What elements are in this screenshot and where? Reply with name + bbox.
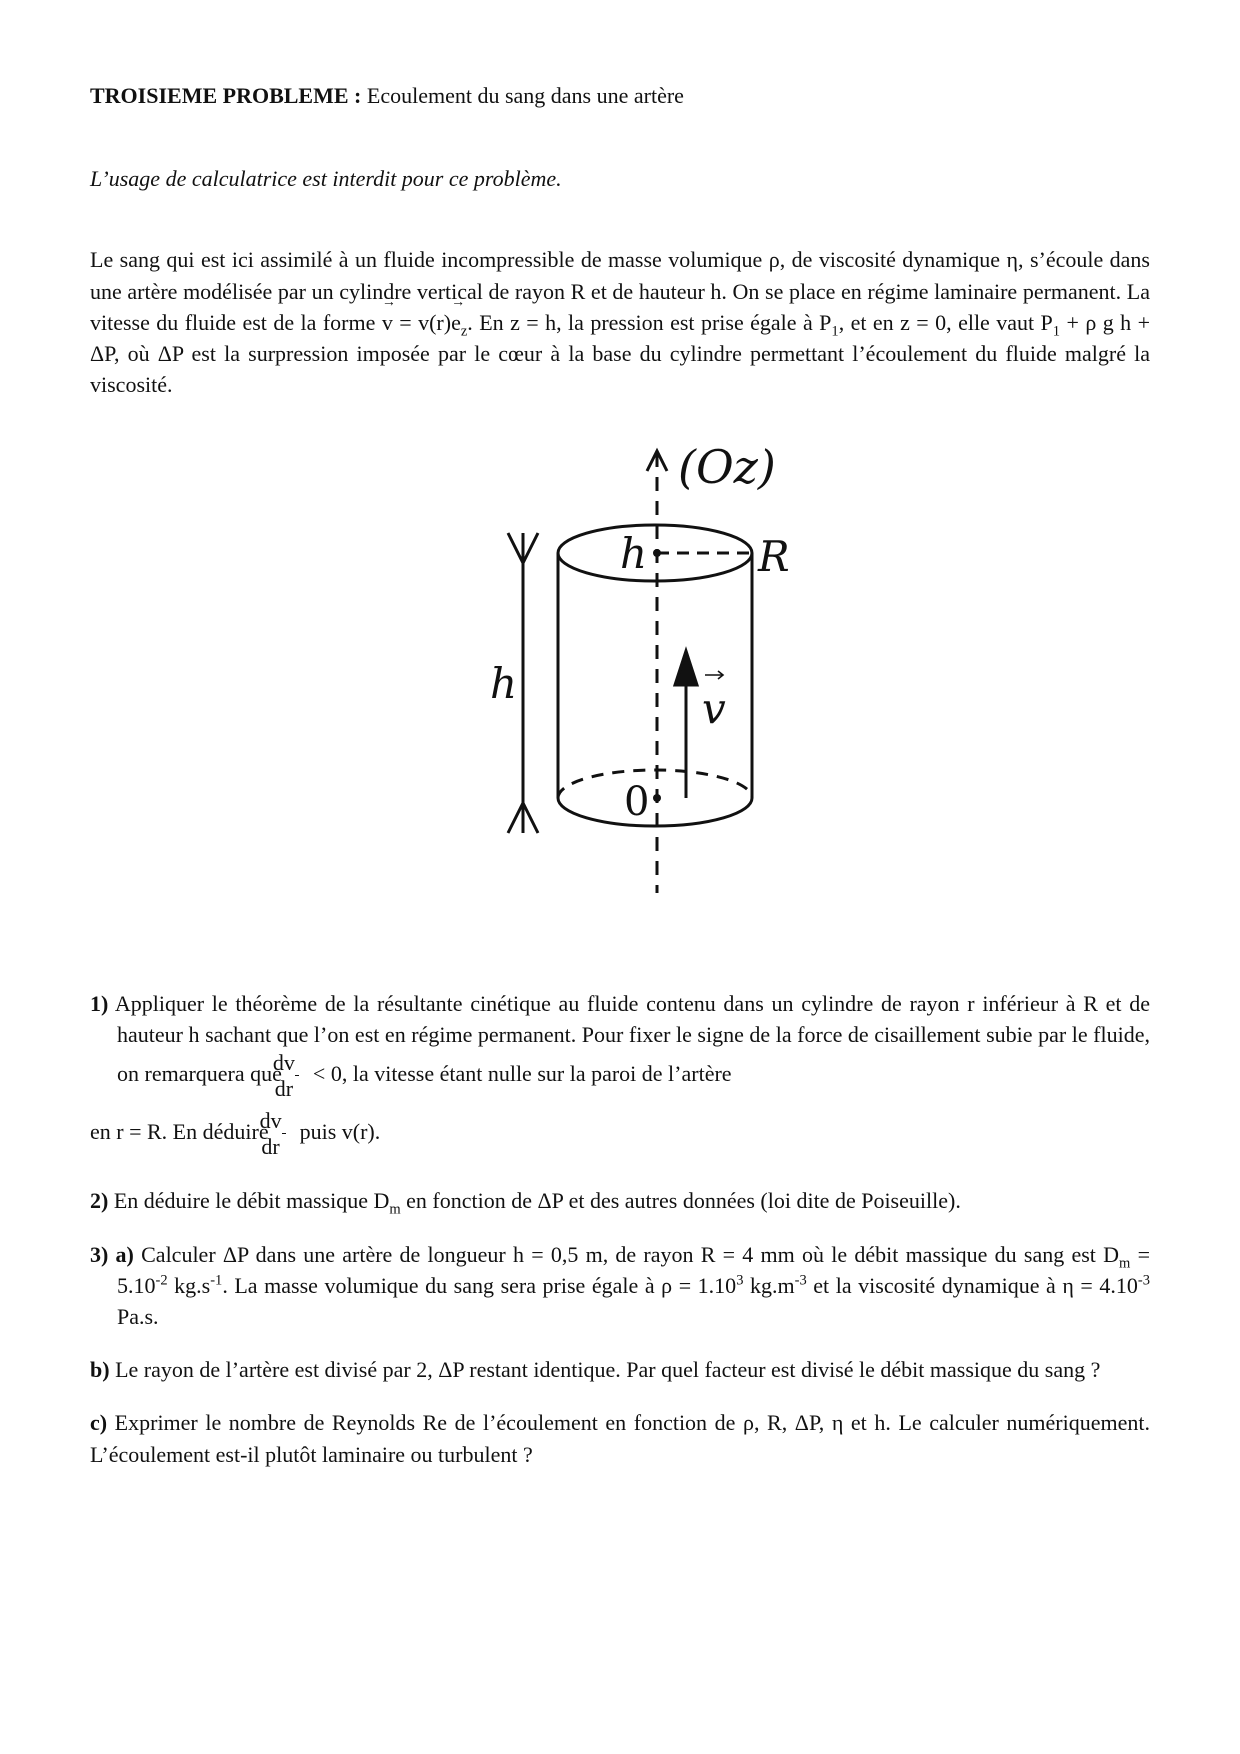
velocity-arrowhead <box>675 651 697 685</box>
velocity-label-v: v <box>702 683 726 733</box>
question-2-text-b: en fonction de ΔP et des autres données (loi dite de Poiseuille). <box>400 1188 961 1214</box>
point-h <box>653 549 661 557</box>
p1-sub-a: 1 <box>831 323 839 340</box>
point-origin <box>653 794 661 802</box>
question-1-number: 1) <box>90 990 109 1016</box>
problem-label: TROISIEME PROBLEME : <box>90 83 362 108</box>
question-3a-text-e: kg.m <box>743 1272 795 1298</box>
question-1-text-c: en r = R. En déduire <box>90 1118 269 1144</box>
question-3a-sup-5: -3 <box>1137 1272 1150 1289</box>
cylinder-diagram <box>420 423 820 983</box>
fraction-2-numerator: dv <box>282 1108 286 1134</box>
question-3a-text-a: Calculer ΔP dans une artère de longueur h = 0,5 m, de rayon R = 4 mm où le débit massique du sang est D <box>133 1241 1120 1267</box>
question-1-text-a: Appliquer le théorème de la résultante cinétique au fluide contenu dans un cylindre de rayon r inférieur à R et de hauteur h sachant que l’on est en régime permanent. Pour fixer le signe de la force de cisaillement subie par le fluide, on remarquera que <box>108 990 1150 1086</box>
question-3a-sup-3: 3 <box>736 1272 744 1289</box>
question-3b-number: b) <box>90 1357 110 1383</box>
question-3a-sup-2: -1 <box>210 1272 223 1289</box>
intro-paragraph <box>90 244 1150 400</box>
question-2 <box>90 1185 1150 1216</box>
question-1-text-b: < 0, la vitesse étant nulle sur la paroi de l’artère <box>312 1060 732 1086</box>
question-3a-sup-4: -3 <box>794 1272 807 1289</box>
question-3b-text: Le rayon de l’artère est divisé par 2, ΔP restant identique. Par quel facteur est divisé le débit massique du sang ? <box>109 1357 1101 1383</box>
radius-label-r: R <box>758 531 790 581</box>
height-label-h: h <box>490 658 518 708</box>
problem-title: Ecoulement du sang dans une artère <box>361 83 684 108</box>
intro-text-4: + ρ g h + ΔP, où ΔP est la surpression imposée par le cœur à la base du cylindre permettant l’écoulement du fluide malgré la viscosité. <box>90 309 1150 398</box>
p1-sub-b: 1 <box>1052 323 1061 340</box>
question-1-text-d: puis v(r). <box>299 1118 381 1144</box>
fraction-2-denominator: dr <box>261 1134 280 1159</box>
fraction-1-numerator: dv <box>295 1050 299 1076</box>
intro-text-3: , et en z = 0, elle vaut P <box>838 309 1053 335</box>
axis-label-oz: (Oz) <box>678 439 776 494</box>
velocity-vector-v: → v <box>382 307 393 338</box>
question-3a-text-f: et la viscosité dynamique à η = 4.10 <box>806 1272 1138 1298</box>
cylinder-bottom-back <box>558 770 752 798</box>
question-3a-number: 3) a) <box>90 1241 134 1267</box>
intro-text-1: Le sang qui est ici assimilé à un fluide incompressible de masse volumique ρ, de viscosité dynamique η, s’écoule dans une artère modélisée par un cylindre vertical de rayon R et de hauteur h. On se place en régime laminaire permanent. La vitesse du fluide est de la forme <box>90 247 1150 335</box>
question-3a-text-d: . La masse volumique du sang sera prise égale à ρ = 1.10 <box>222 1272 737 1298</box>
question-3a-text-c: kg.s <box>167 1272 211 1298</box>
fraction-dv-dr-1 <box>272 1050 299 1102</box>
question-3a-sub-m: m <box>1119 1254 1131 1271</box>
fraction-dv-dr-2 <box>259 1107 286 1160</box>
question-3a-text-g: Pa.s. <box>117 1304 159 1329</box>
fraction-1-denominator: dr <box>274 1076 294 1102</box>
intro-text-2: . En z = h, la pression est prise égale à P <box>467 309 832 335</box>
question-1-line-2 <box>90 1107 1150 1160</box>
page <box>90 80 1150 1492</box>
question-2-sub: m <box>389 1201 401 1218</box>
unit-vector-e: → e <box>451 307 461 338</box>
artery-cylinder-figure <box>90 423 1150 988</box>
question-1 <box>90 988 1150 1160</box>
calculator-instruction: L’usage de calculatrice est interdit pour ce problème. <box>90 166 562 192</box>
question-3b <box>90 1354 1150 1385</box>
question-3c <box>90 1407 1150 1469</box>
cylinder-bottom-front <box>558 798 752 826</box>
question-3c-number: c) <box>90 1410 108 1436</box>
question-3c-text: Exprimer le nombre de Reynolds Re de l’écoulement en fonction de ρ, R, ΔP, η et h. Le calculer numériquement. L’écoulement est-il plutôt laminaire ou turbulent ? <box>90 1410 1150 1467</box>
top-point-label-h: h <box>620 528 648 578</box>
question-3a-sup-1: -2 <box>155 1272 168 1289</box>
question-3a <box>90 1239 1150 1333</box>
question-2-text-a: En déduire le débit massique D <box>108 1188 390 1214</box>
problem-heading <box>90 80 1150 111</box>
question-2-number: 2) <box>90 1188 109 1214</box>
velocity-expr-mid: = v(r) <box>392 309 452 335</box>
unit-vector-sub: z <box>460 323 468 340</box>
origin-label-0: 0 <box>624 778 650 825</box>
question-3a-text-b: = 5.10 <box>117 1241 1150 1298</box>
